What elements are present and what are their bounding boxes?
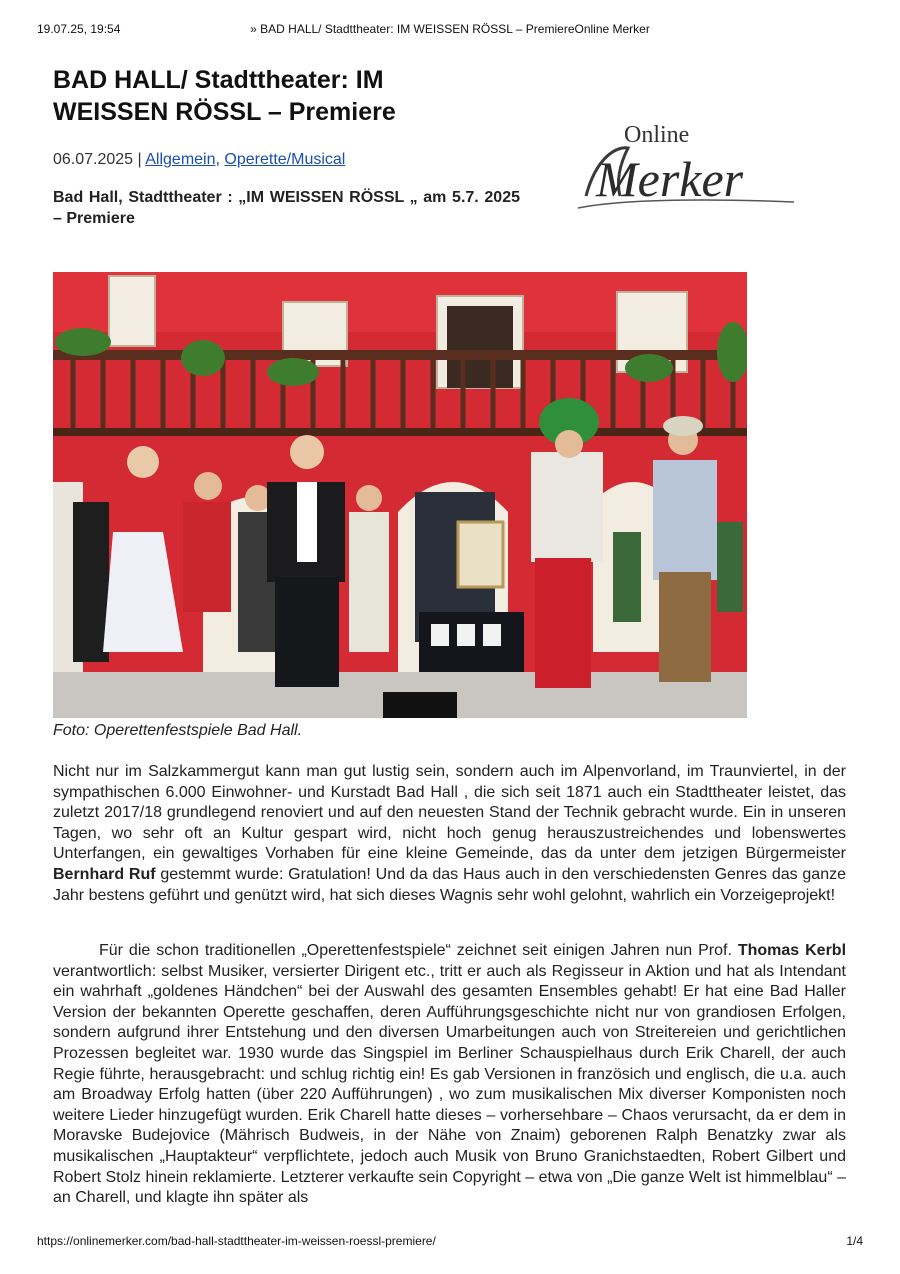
- paragraph-1-text-b: gestemmt wurde: Gratulation! Und da das Haus auch in den verschiedensten Genres das ganze Jahr bestens geführt und genützt wird, hat sich dieses Wagnis sehr wohl gelohnt, wahrlich ein Vorzeigeprojekt!: [53, 865, 846, 904]
- paragraph-1-text-a: Nicht nur im Salzkammergut kann man gut lustig sein, sondern auch im Alpenvorland, im Traunviertel, in der sympathischen 6.000 Einwohner- und Kurstadt Bad Hall , die sich seit 1871 auch ein Stadttheater leistet, das zuletzt 2017/18 grundlegend renoviert und auf den neuesten Stand der Technik gebracht wurde. Ein in unseren Tagen, wo sehr oft an Kultur gespart wird, nicht hoch genug herauszustreichendes und lobenswertes Unterfangen, ein gewaltiges Vorhaben für eine kleine Gemeinde, das da unter dem jetzigen Bürgermeister: [53, 763, 846, 863]
- print-footer: [37, 1234, 863, 1250]
- article-meta: [53, 151, 345, 169]
- article-paragraph-1: [53, 762, 846, 906]
- photo-caption: Foto: Operettenfestspiele Bad Hall.: [53, 722, 303, 739]
- stage-photo-illustration: [53, 272, 747, 718]
- paragraph-2-text-b: verantwortlich: selbst Musiker, versierter Dirigent etc., tritt er auch als Regisseur in Aktion und hat als Intendant ein wahrhaft „goldenes Händchen“ bei der Auswahl des gesamten Ensembles gehabt! Er hat eine Bad Haller Version der bekannten Operette geschaffen, deren Aufführungsgeschichte nicht nur von grandiosen Erfolgen, sondern aufgrund ihrer Entstehung und den diversen Umarbeitungen auch von Streitereien und gerichtlichen Prozessen begleitet war. 1930 wurde das Singspiel im Berliner Schauspielhaus durch Erik Charell, der auch Regie führte, herausgebracht: und schlug richtig ein! Es gab Versionen in französich und englisch, die u.a. auch am Broadway Erfolg hatten (über 220 Aufführungen) , wo zum musikalischen Mix diverser Komponisten noch weitere Lieder hinzugefügt wurden. Erik Charell hatte dieses – vorhersehbare – Chaos verursacht, da er dem in Moravske Budejovice (Mährisch Budweis, in der Nähe von Znaim) geborenen Ralph Benatzky zwar als musikalischen „Hauptakteur“ verpflichtete, jedoch auch Musik von Bruno Granichstaedten, Robert Gilbert und Robert Stolz hinein reklamierte. Letzterer verkaufte sein Copyright – etwa von „Die ganze Welt ist himmelblau“ – an Charell, und klagte ihn später als: [53, 962, 846, 1207]
- category-link-allgemein[interactable]: Allgemein: [145, 151, 216, 168]
- online-merker-logo[interactable]: [576, 118, 798, 218]
- paragraph-1-name: Bernhard Ruf: [53, 865, 156, 883]
- category-separator: ,: [215, 151, 225, 168]
- paragraph-2-text-a: Für die schon traditionellen „Operettenfestspiele“ zeichnet seit einigen Jahren nun Prof.: [99, 942, 738, 959]
- article-paragraph-2: [53, 941, 846, 1209]
- page-number: 1/4: [846, 1234, 863, 1248]
- print-header: [37, 22, 863, 38]
- meta-separator: |: [133, 151, 146, 168]
- logo-online-text: Online: [624, 122, 690, 148]
- stage-photo: [53, 272, 747, 718]
- category-link-operette-musical[interactable]: Operette/Musical: [224, 151, 346, 168]
- print-url: https://onlinemerker.com/bad-hall-stadttheater-im-weissen-roessl-premiere/: [37, 1234, 436, 1248]
- print-date: 19.07.25, 19:54: [37, 22, 121, 36]
- article-date: 06.07.2025: [53, 151, 134, 168]
- logo-merker-text: Merker: [596, 151, 744, 207]
- print-title: » BAD HALL/ Stadttheater: IM WEISSEN RÖSSL – PremiereOnline Merker: [250, 22, 650, 36]
- article-headline: BAD HALL/ Stadttheater: IM WEISSEN RÖSSL – Premiere: [53, 66, 396, 126]
- article-subhead: Bad Hall, Stadttheater : „IM WEISSEN RÖSSL „ am 5.7. 2025 – Premiere: [53, 189, 520, 227]
- paragraph-2-name: Thomas Kerbl: [737, 942, 847, 959]
